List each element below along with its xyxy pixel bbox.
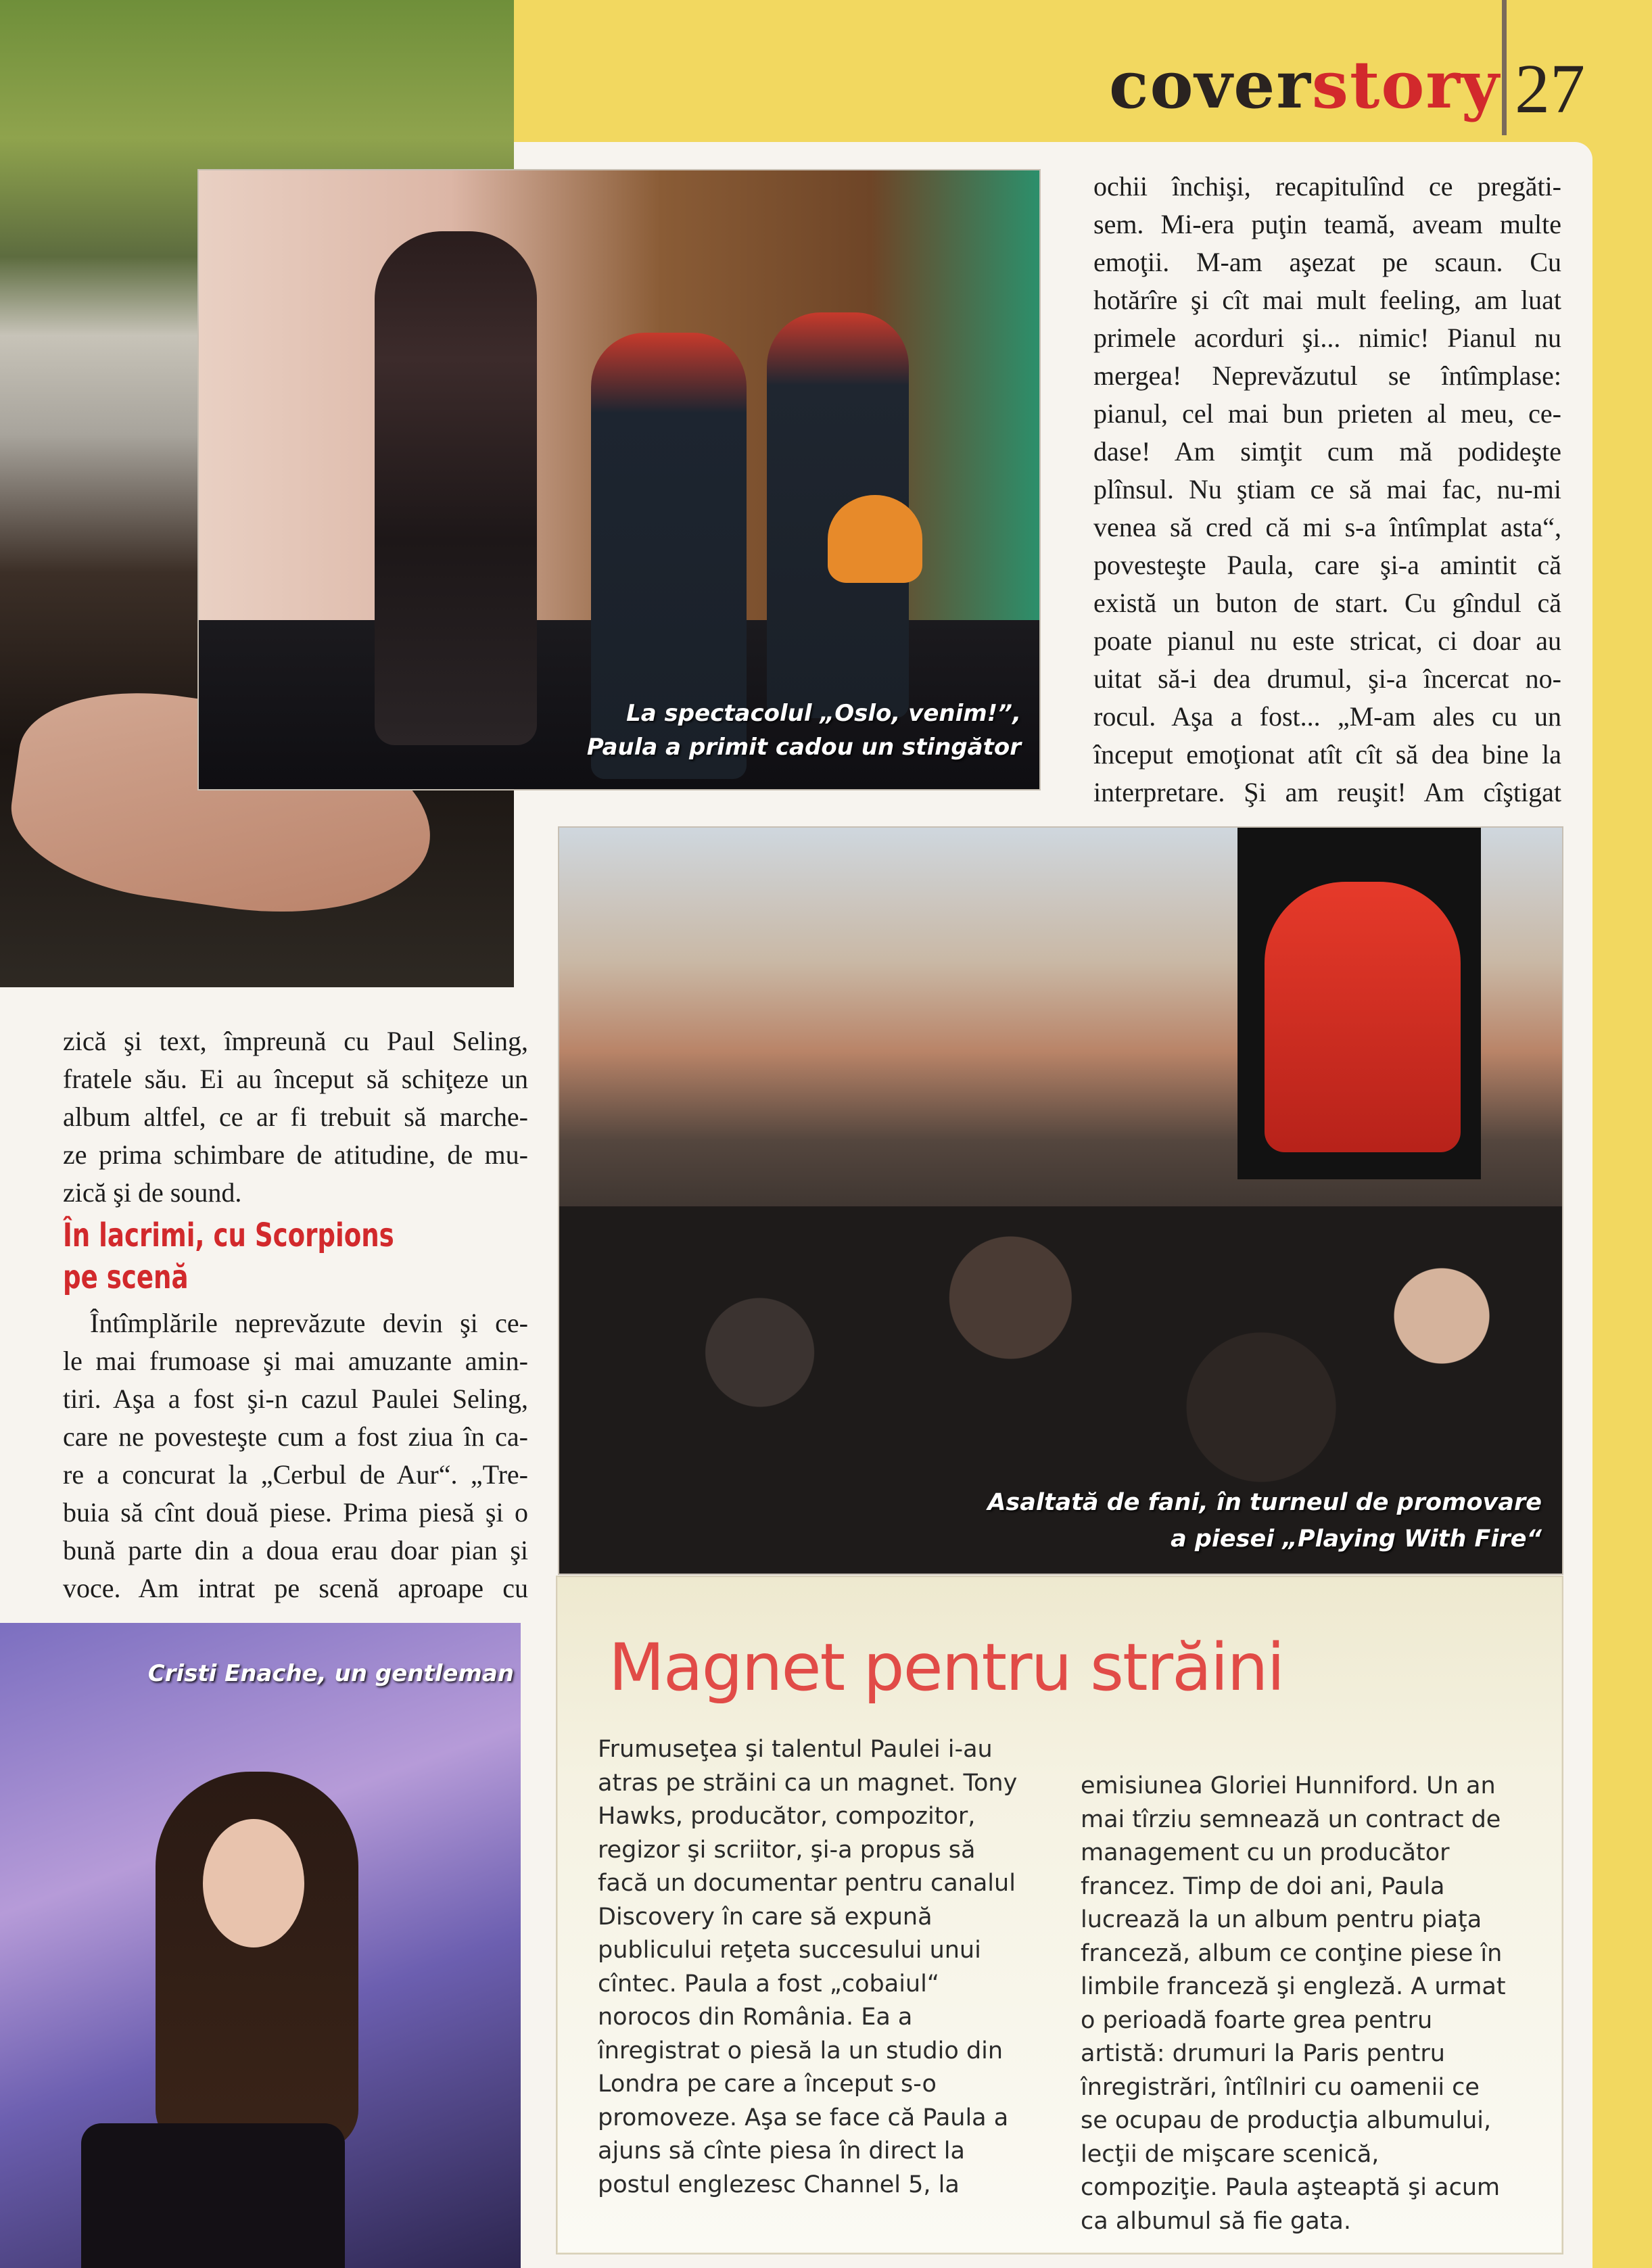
- caption-crowd: [947, 1484, 1542, 1557]
- box-line: Hawks, producător, compozitor,: [598, 1803, 976, 1830]
- page-number: 27: [1515, 50, 1585, 128]
- article-line: primele acorduri şi... nimic! Pianul nu: [1093, 323, 1561, 353]
- article-line: ze prima schimbare de atitudine, de mu-: [63, 1139, 528, 1170]
- article-subhead: [63, 1214, 463, 1298]
- photo-stage-chair: [828, 495, 922, 583]
- article-line: dase! Am simţit cum mă podideşte: [1093, 436, 1561, 467]
- box-line: lucrează la un album pentru piaţa: [1081, 1906, 1482, 1933]
- box-line: cîntec. Paula a fost „cobaiul“: [598, 1970, 939, 1998]
- article-right-column: [1093, 168, 1561, 811]
- article-subhead-line-2: pe scenă: [63, 1258, 189, 1296]
- article-line: le mai frumoase şi mai amuzante amin-: [63, 1346, 528, 1376]
- box-line: Londra pe care a început s-o: [598, 2071, 937, 2098]
- article-line: există un buton de start. Cu gîndul că: [1093, 588, 1561, 618]
- box-line: înregistrat o piesă la un studio din: [598, 2037, 1003, 2064]
- article-line: emoţii. M-am aşezat pe scaun. Cu: [1093, 247, 1561, 277]
- photo-crowd-fans: [558, 826, 1563, 1575]
- box-line: înregistrări, întîlniri cu oamenii ce: [1081, 2073, 1480, 2101]
- article-line: voce. Am intrat pe scenă aproape cu: [63, 1573, 528, 1603]
- photo-stage-singer: [375, 231, 537, 745]
- article-line: album altfel, ce ar fi trebuit să marche-: [63, 1102, 528, 1132]
- section-label-cover: cover: [1109, 47, 1312, 123]
- section-label: [1109, 47, 1501, 123]
- box-line: artistă: drumuri la Paris pentru: [1081, 2040, 1445, 2067]
- box-line: management cu un producător: [1081, 1839, 1450, 1866]
- box-line: Frumuseţea şi talentul Paulei i-au: [598, 1736, 993, 1763]
- caption-crowd-line-1: Asaltată de fani, în turneul de promovare: [987, 1489, 1542, 1516]
- article-line: mergea! Neprevăzutul se întîmplase:: [1093, 360, 1561, 391]
- box-line: se ocupau de producţia albumului,: [1081, 2107, 1492, 2134]
- article-line: buia să cînt două piese. Prima piesă şi o: [63, 1497, 528, 1528]
- article-line: interpretare. Şi am reuşit! Am cîştigat: [1093, 777, 1561, 807]
- box-line: promoveze. Aşa se face că Paula a: [598, 2104, 1009, 2131]
- photo-portrait: [0, 1623, 521, 2268]
- box-line: o perioadă foarte grea pentru: [1081, 2006, 1433, 2034]
- caption-stage-line-1: La spectacolul „Oslo, venim!”,: [626, 700, 1021, 727]
- box-line: mai tîrziu semnează un contract de: [1081, 1805, 1501, 1833]
- box-line: limbile franceză şi engleză. A urmat: [1081, 1973, 1506, 2000]
- article-line: uitat să-i dea drumul, şi-a încercat no-: [1093, 663, 1561, 694]
- sidebar-box-title: Magnet pentru străini: [609, 1630, 1284, 1705]
- box-line: ca albumul să fie gata.: [1081, 2207, 1351, 2235]
- article-line: poate pianul nu este stricat, ci doar au: [1093, 625, 1561, 656]
- box-line: compoziţie. Paula aşteaptă şi acum: [1081, 2174, 1501, 2201]
- sidebar-box-right-column: [1081, 1770, 1540, 2238]
- box-line: franceză, album ce conţine piese în: [1081, 1939, 1503, 1967]
- article-line: fratele său. Ei au început să schiţeze un: [63, 1064, 528, 1094]
- box-line: lecţii de mişcare scenică,: [1081, 2140, 1379, 2168]
- article-line: plînsul. Nu ştiam ce să mai fac, nu-mi: [1093, 474, 1561, 504]
- box-line: facă un documentar pentru canalul: [598, 1870, 1016, 1897]
- article-line: pianul, cel mai bun prieten al meu, ce-: [1093, 398, 1561, 429]
- box-line: emisiunea Gloriei Hunniford. Un an: [1081, 1772, 1496, 1799]
- article-line: început emoţionat atît cît să dea bine la: [1093, 739, 1561, 770]
- article-left-column-bottom: [63, 1304, 528, 1607]
- caption-crowd-line-2: a piesei „Playing With Fire“: [1171, 1526, 1542, 1553]
- article-line: venea să cred că mi s-a întîmplat asta“,: [1093, 512, 1561, 542]
- article-line: zică şi de sound.: [63, 1177, 242, 1208]
- caption-portrait: Cristi Enache, un gentleman: [147, 1660, 514, 1687]
- caption-stage: [548, 696, 1021, 764]
- article-line: zică şi text, împreună cu Paul Seling,: [63, 1026, 528, 1056]
- section-label-story: story: [1311, 47, 1501, 123]
- article-line: sem. Mi-era puţin teamă, aveam multe: [1093, 209, 1561, 239]
- box-line: publicului reţeta succesului unui: [598, 1937, 981, 1964]
- article-line: ochii închişi, recapitulînd ce pregăti-: [1093, 171, 1561, 202]
- box-line: postul englezesc Channel 5, la: [598, 2171, 960, 2198]
- box-line: atras pe străini ca un magnet. Tony: [598, 1769, 1018, 1797]
- sidebar-box-left-column: [598, 1733, 1037, 2202]
- article-line: bună parte din a doua erau doar pian şi: [63, 1535, 528, 1565]
- box-line: regizor şi scriitor, şi-a propus să: [598, 1836, 976, 1864]
- article-line: Întîmplările neprevăzute devin şi ce-: [90, 1308, 528, 1338]
- photo-portrait-face: [203, 1819, 304, 1947]
- article-left-column-top: [63, 1022, 528, 1212]
- article-line: povesteşte Paula, care şi-a amintit că: [1093, 550, 1561, 580]
- caption-stage-line-2: Paula a primit cadou un stingător: [586, 734, 1021, 761]
- box-line: francez. Timp de doi ani, Paula: [1081, 1872, 1445, 1900]
- article-line: tiri. Aşa a fost şi-n cazul Paulei Seling,: [63, 1384, 528, 1414]
- box-line: Discovery în care să expună: [598, 1903, 933, 1931]
- photo-crowd-red-jacket: [1265, 882, 1461, 1152]
- header-rule: [1502, 0, 1507, 135]
- box-line: ajuns să cînte piesa în direct la: [598, 2137, 965, 2165]
- article-line: re a concurat la „Cerbul de Aur“. „Tre-: [63, 1459, 528, 1490]
- article-line: care ne povesteşte cum a fost ziua în ca-: [63, 1421, 528, 1452]
- article-line: hotărîre şi cît mai mult feeling, am luat: [1093, 285, 1561, 315]
- article-line: rocul. Aşa a fost... „M-am ales cu un: [1093, 701, 1561, 732]
- article-subhead-line-1: În lacrimi, cu Scorpions: [63, 1216, 394, 1254]
- box-line: norocos din România. Ea a: [598, 2004, 913, 2031]
- photo-portrait-dress: [81, 2123, 345, 2268]
